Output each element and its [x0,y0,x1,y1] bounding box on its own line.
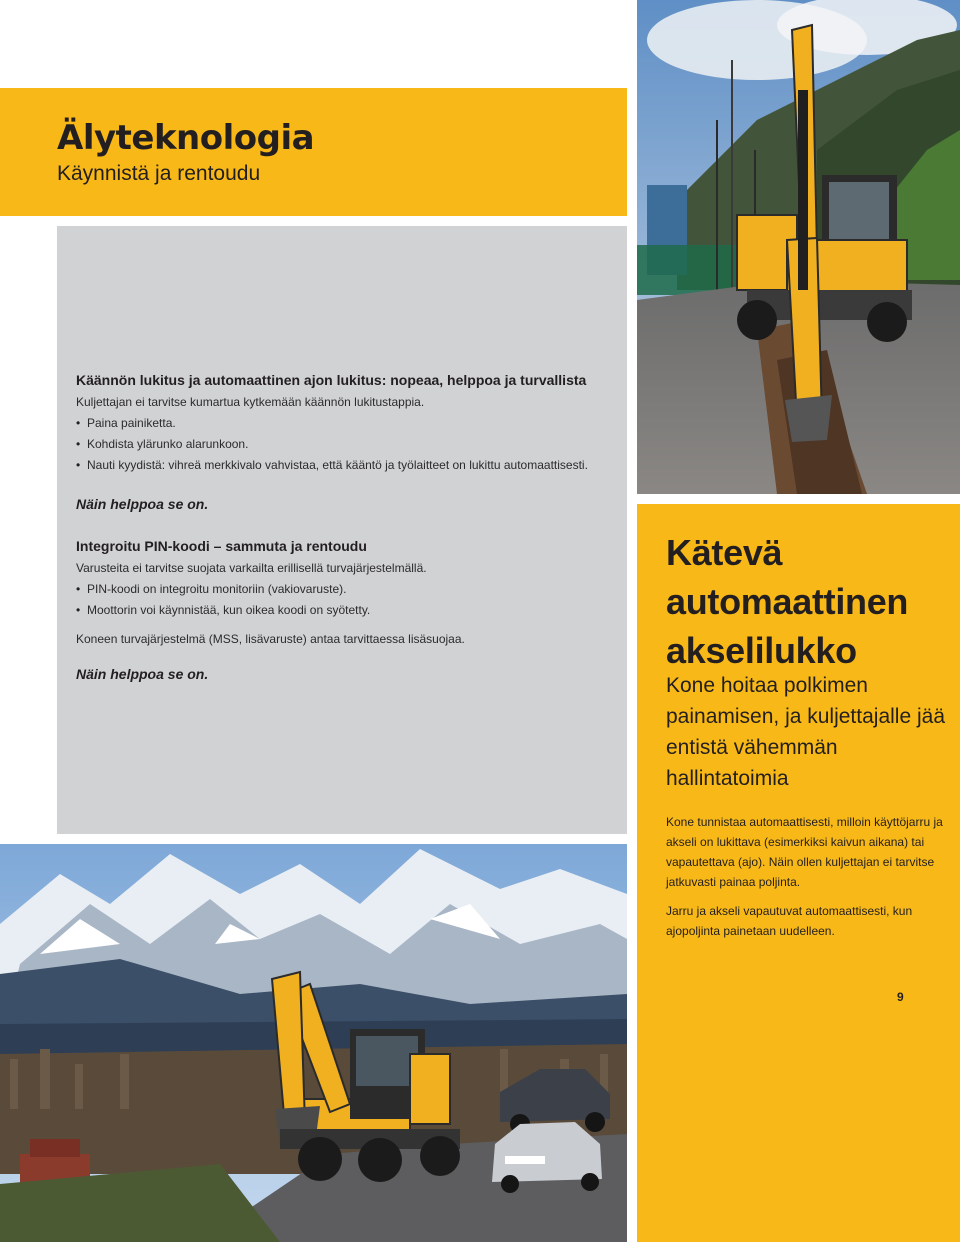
list-item: • Nauti kyydistä: vihreä merkkivalo vahvistaa, että kääntö ja työlaitteet on lukittu automaattisesti. [76,455,616,476]
axle-lock-subtitle: Kone hoitaa polkimen painamisen, ja kuljettajalle jää entistä vähemmän hallintatoimia [666,674,945,790]
axle-lock-title: Kätevä automaattinen akselilukko [666,532,909,671]
pin-code-intro: Varusteita ei tarvitse suojata varkailta erillisellä turvajärjestelmällä. [76,561,427,575]
pin-code-bullets [76,579,616,621]
axle-lock-body: Kone tunnistaa automaattisesti, milloin käyttöjarru ja akseli on lukittava (esimerkiksi kaivun aikana) tai vapautettava (ajo). Näin ollen kuljettajan ei tarvitse jatkuvasti painaa poljinta. [666,815,943,889]
axle-lock-body-2: Jarru ja akseli vapautuvat automaattisesti, kun ajopoljinta painetaan uudelleen. [666,904,913,938]
excavator-mountain-photo [0,844,627,1242]
swing-lock-heading: Käännön lukitus ja automaattinen ajon lukitus: nopeaa, helppoa ja turvallista [76,372,587,388]
page-number: 9 [897,990,904,1004]
page-subtitle: Käynnistä ja rentoudu [57,162,261,185]
content-panel [57,226,627,834]
swing-lock-tagline: Näin helppoa se on. [76,496,209,512]
title-bar [0,88,627,216]
swing-lock-bullets [76,413,616,476]
list-item: • Kohdista ylärunko alarunkoon. [76,434,616,455]
top-photo [637,0,960,494]
excavator-trench-photo [637,0,960,494]
list-item: • PIN-koodi on integroitu monitoriin (vakiovaruste). [76,579,616,600]
page-title: Älyteknologia [57,118,315,158]
list-item: • Paina painiketta. [76,413,616,434]
swing-lock-section [76,372,616,512]
pin-code-heading: Integroitu PIN-koodi – sammuta ja rentoudu [76,538,367,554]
pin-code-extra: Koneen turvajärjestelmä (MSS, lisävaruste) antaa tarvittaessa lisäsuojaa. [76,632,465,646]
swing-lock-intro: Kuljettajan ei tarvitse kumartua kytkemään käännön lukitustappia. [76,395,425,409]
axle-lock-panel [637,504,960,1242]
pin-code-section [76,538,616,682]
pin-code-tagline: Näin helppoa se on. [76,666,209,682]
list-item: • Moottorin voi käynnistää, kun oikea koodi on syötetty. [76,600,616,621]
bottom-photo [0,844,627,1242]
